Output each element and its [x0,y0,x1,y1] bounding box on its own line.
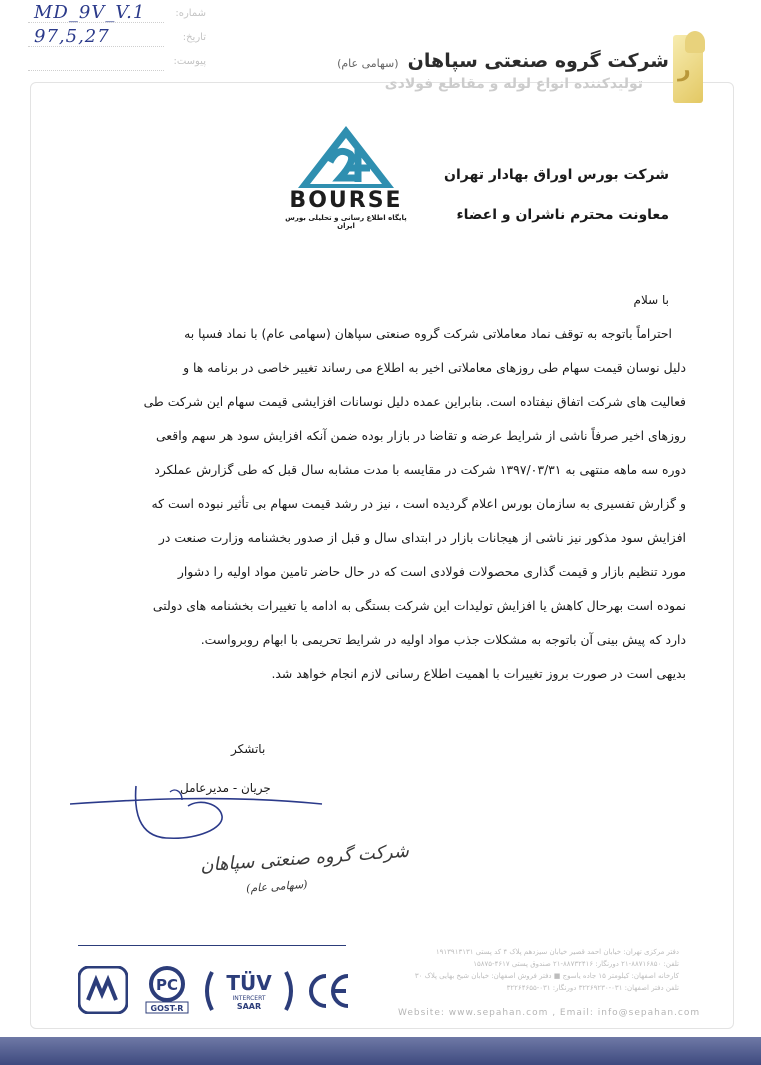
svg-text:GOST-R: GOST-R [150,1004,184,1013]
letter-number-value: MD_9V_V.1 [34,2,146,23]
footer-website: Website: www.sepahan.com , Email: info@sepahan.com [398,1008,701,1018]
body-line: افزایش سود مذکور نیز ناشی از هیجانات بازار در ابتدای سال و قبل از صدور بخشنامه وزارت صنعت در [158,530,686,545]
company-stamp-type: (سهامی عام) [245,877,308,896]
isiri-logo-icon [78,966,128,1014]
company-name: شرکت گروه صنعتی سپاهان [407,50,669,72]
footer-line: کارخانه اصفهان: کیلومتر ۱۵ جاده یاسوج ■ دفتر فروش اصفهان: خیابان شیخ بهایی پلاک ۳۰ [414,972,679,980]
logo-top-shape [685,31,705,53]
footer-divider [78,945,346,946]
dotted-line [28,22,164,23]
footer-contact [379,946,679,994]
bourse-subtitle: پایگاه اطلاع رسانی و تحلیلی بورس ایران [285,214,407,230]
salutation: با سلام [633,293,669,307]
body-line: مورد تنظیم بازار و قیمت گذاری محصولات فولادی است که در حال حاضر تامین مواد اولیه را دشوار [177,564,686,579]
svg-text:INTERCERT: INTERCERT [232,995,266,1002]
letter-attachment-label: پیوست: [173,56,206,67]
ce-mark-icon [306,972,352,1010]
handwritten-signature [70,760,340,840]
letter-date-label: تاریخ: [182,32,206,43]
certification-logos [78,966,358,1018]
body-line: و گزارش تفسیری به سازمان بورس اعلام گردیده است ، نیز در رشد قیمت سهام بی تأثیر نبوده است که [151,496,686,511]
body-line: بدیهی است در صورت بروز تغییرات با اهمیت اطلاع رسانی لازم انجام خواهد شد. [271,666,686,681]
svg-text:SAAR: SAAR [236,1002,262,1011]
bourse-logo [283,124,409,230]
body-line: احتراماً باتوجه به توقف نماد معاملاتی شرکت گروه صنعتی سپاهان (سهامی عام) با نماد فسپا به [184,326,672,341]
dotted-line [28,70,164,71]
body-line: فعالیت های شرکت اتفاق نیفتاده است. بنابراین عمده دلیل نوسانات افزایشی قیمت سهام این شرکت طی [143,394,686,409]
company-stamp: شرکت گروه صنعتی سپاهان [199,840,410,877]
sepahan-logo-icon [673,35,703,103]
signatory-title: جریان - مدیرعامل [180,781,271,795]
company-type: (سهامی عام) [337,57,399,70]
body-line: روزهای اخیر صرفاً ناشی از شرایط عرضه و تقاضا در بازار بوده ضمن آنکه افزایش سود هر سهم واقعی [155,428,686,443]
letter-attachment-row [28,52,208,76]
footer-line: تلفن دفتر اصفهان: ۰۳۱-۳۲۲۶۹۲۳۰ دورنگار: ۰۳۱-۳۲۲۶۴۶۵۵ [506,984,679,992]
company-header [337,50,669,92]
tuv-logo-icon [202,968,296,1014]
body-line: دوره سه ماهه منتهی به ۱۳۹۷/۰۳/۳۱ شرکت در مقایسه با مدت مشابه سال قبل که طی گزارش عملکرد [154,462,686,477]
company-tagline: تولیدکننده انواع لوله و مقاطع فولادی [384,76,643,92]
recipient-line-2: معاونت محترم ناشران و اعضاء [456,207,669,223]
footer-line: دفتر مرکزی تهران: خیابان احمد قصیر خیابان سیزدهم پلاک ۴ کد پستی ۱۹۱۳۹۱۳۱۳۱ [435,948,679,956]
logo-glyph: ر [678,57,691,82]
body-line: دلیل نوسان قیمت سهام طی روزهای معاملاتی اخیر به اطلاع می رساند تغییر خاصی در برنامه ها و [183,360,686,375]
gost-r-logo-icon [144,966,190,1014]
letter-date-row [28,28,208,52]
page-bottom-band [0,1037,761,1065]
letter-body [78,326,686,696]
bourse-triangle-icon [296,124,396,190]
svg-text:PC: PC [155,976,179,994]
dotted-line [28,46,164,47]
bourse-word: BOURSE [289,188,403,213]
letter-number-row [28,4,208,28]
recipient-line-1: شرکت بورس اوراق بهادار تهران [444,167,669,183]
letter-meta [28,4,208,76]
footer-line: تلفن: ۸۸۷۱۶۸۵۰-۲۱ دورنگار: ۸۸۷۳۲۴۱۶-۲۱ صندوق پستی ۴۶۱۷-۱۵۸۷۵ [473,960,679,968]
letter-number-label: شماره: [175,8,206,19]
body-line: نموده است بهرحال کاهش یا افزایش تولیدات این شرکت بستگی به ادامه یا تغییرات بخشنامه های دولتی [152,598,686,613]
body-line: دارد که پیش بینی آن باتوجه به مشکلات جذب مواد اولیه در شرایط تحریمی با ابهام روبرواست. [200,632,686,647]
svg-text:TÜV: TÜV [226,971,272,995]
letter-date-value: 97,5,27 [34,26,110,47]
closing-thanks: باتشکر [231,742,266,756]
